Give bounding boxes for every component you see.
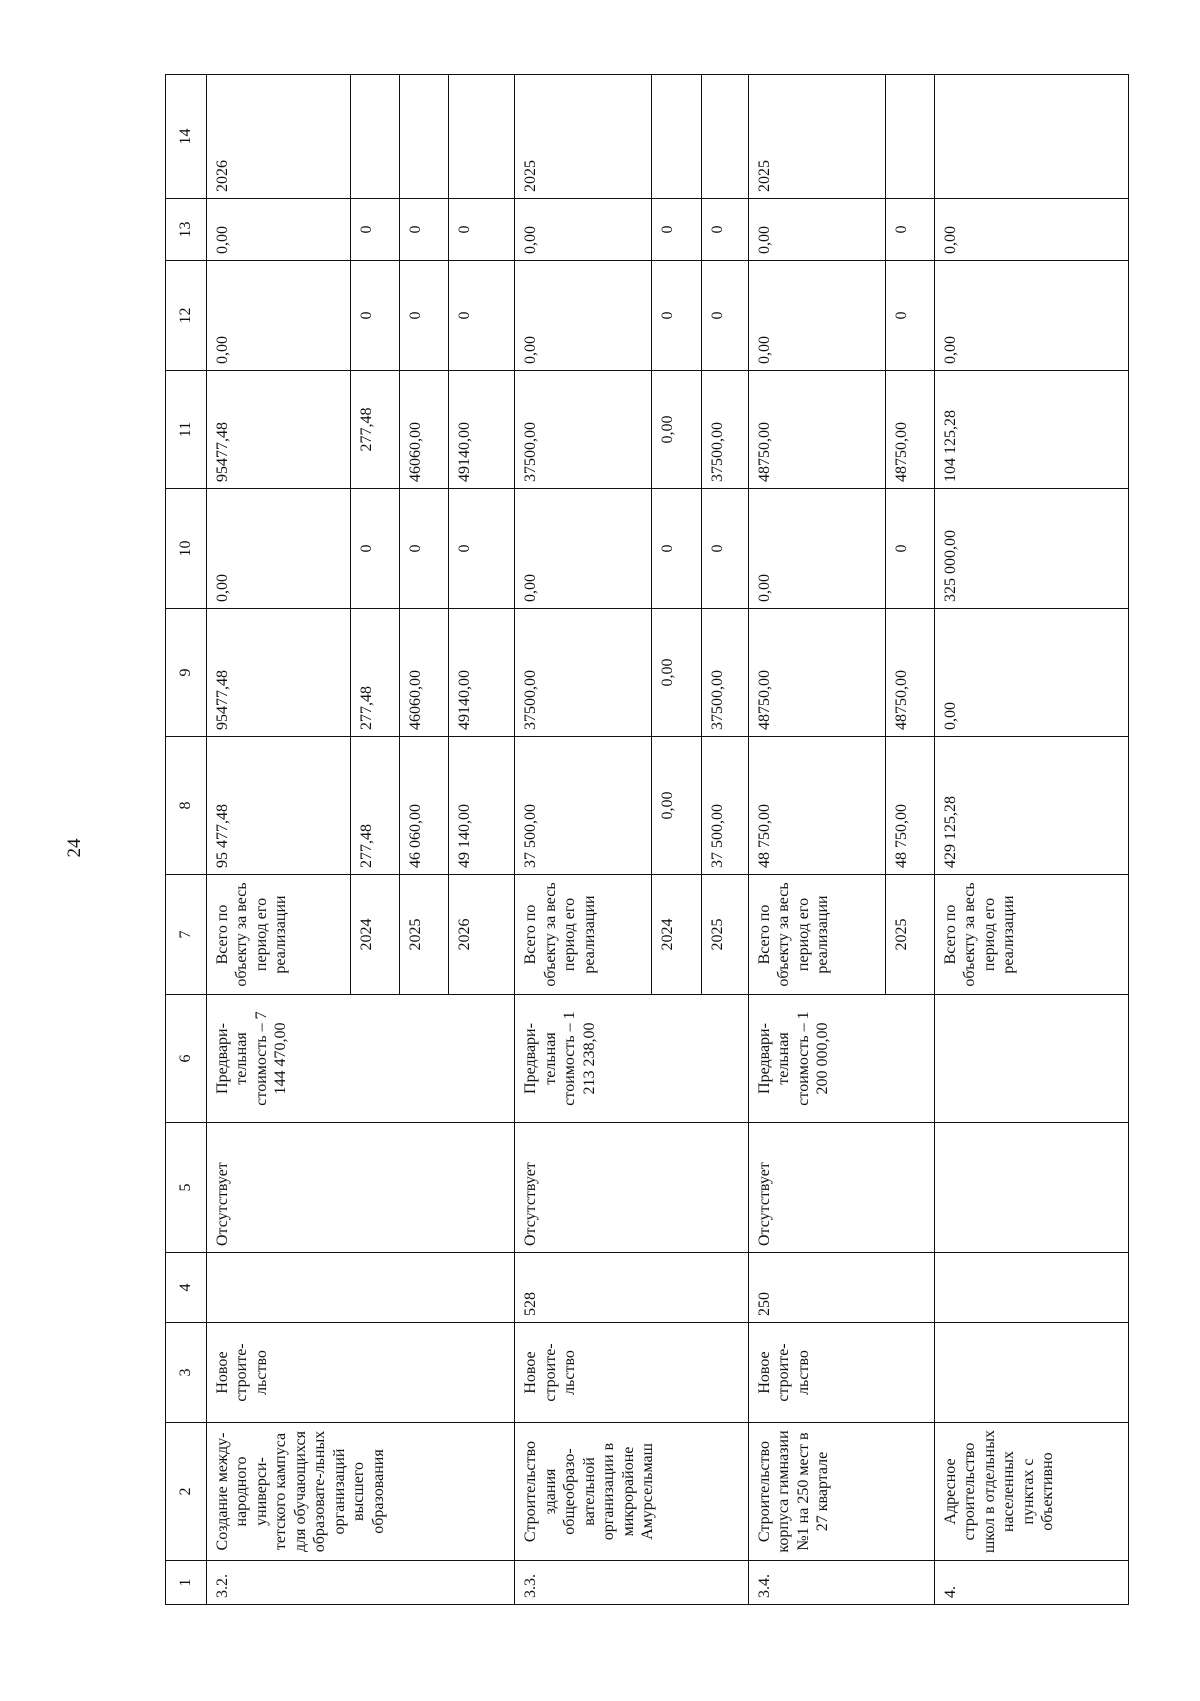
construction-type: Новое строите-льство	[748, 1323, 934, 1423]
cell-8: 46 060,00	[399, 737, 448, 875]
cell-9: 49140,00	[448, 609, 514, 737]
cell-8: 0,00	[651, 737, 701, 875]
object-name: Строительство здания общеобразо-вательной организации в микрорайоне Амурсельмаш	[515, 1423, 749, 1561]
table-row	[748, 75, 885, 1605]
design-documentation: Отсутствует	[748, 1123, 934, 1253]
cell-13: 0	[651, 199, 701, 261]
table-row	[515, 75, 652, 1605]
cell-13: 0	[885, 199, 934, 261]
column-number: 8	[166, 737, 207, 875]
cell-9: 0,00	[651, 609, 701, 737]
cell-12: 0	[701, 261, 748, 371]
cell-8: 277,48	[350, 737, 399, 875]
cell-8: 48 750,00	[748, 737, 885, 875]
column-number: 7	[166, 875, 207, 995]
cell-8: 48 750,00	[885, 737, 934, 875]
column-number: 14	[166, 75, 207, 199]
cell-9: 48750,00	[748, 609, 885, 737]
cell-10: 0,00	[515, 489, 652, 609]
page-number: 24	[64, 838, 85, 858]
cell-12: 0	[885, 261, 934, 371]
cell-11: 48750,00	[748, 371, 885, 489]
cell-9: 48750,00	[885, 609, 934, 737]
cell-9: 277,48	[350, 609, 399, 737]
investment-objects-table	[165, 74, 1129, 1605]
cell-12: 0	[651, 261, 701, 371]
capacity	[206, 1253, 515, 1323]
cell-8: 429 125,28	[934, 737, 1128, 875]
design-documentation	[934, 1123, 1128, 1253]
column-number: 13	[166, 199, 207, 261]
cell-12: 0,00	[748, 261, 885, 371]
cell-13: 0	[399, 199, 448, 261]
cell-12: 0	[350, 261, 399, 371]
estimated-cost	[934, 995, 1128, 1123]
empty-cell	[399, 75, 448, 199]
period: 2025	[701, 875, 748, 995]
cell-12: 0,00	[934, 261, 1128, 371]
cell-8: 95 477,48	[206, 737, 350, 875]
cell-10: 0	[399, 489, 448, 609]
column-number: 11	[166, 371, 207, 489]
cell-13: 0	[350, 199, 399, 261]
cell-11: 277,48	[350, 371, 399, 489]
cell-10: 0,00	[206, 489, 350, 609]
period: Всего по объекту за весь период его реализации	[934, 875, 1128, 995]
object-name: Адресное строительство школ в отдельных населенных пунктах с объективно	[934, 1423, 1128, 1561]
cell-8: 37 500,00	[701, 737, 748, 875]
cell-13: 0,00	[934, 199, 1128, 261]
column-number: 3	[166, 1323, 207, 1423]
cell-12: 0	[448, 261, 514, 371]
period: Всего по объекту за весь период его реализации	[748, 875, 885, 995]
cell-11: 95477,48	[206, 371, 350, 489]
cell-10: 0	[448, 489, 514, 609]
object-name: Создание между-народного универси-тетского кампуса для обучающихся образовате-льных организаций высшего образования	[206, 1423, 515, 1561]
estimated-cost: Предвари-тельная стоимость – 1 213 238,00	[515, 995, 749, 1123]
cell-12: 0,00	[206, 261, 350, 371]
row-number: 3.2.	[206, 1561, 515, 1605]
cell-11: 46060,00	[399, 371, 448, 489]
cell-10: 0	[350, 489, 399, 609]
construction-type: Новое строите-льство	[515, 1323, 749, 1423]
column-number: 12	[166, 261, 207, 371]
cell-11: 37500,00	[515, 371, 652, 489]
cell-11: 37500,00	[701, 371, 748, 489]
completion-year: 2026	[206, 75, 350, 199]
row-number: 3.4.	[748, 1561, 934, 1605]
capacity: 528	[515, 1253, 749, 1323]
design-documentation: Отсутствует	[515, 1123, 749, 1253]
period: Всего по объекту за весь период его реализации	[515, 875, 652, 995]
period: 2025	[399, 875, 448, 995]
cell-13: 0,00	[206, 199, 350, 261]
cell-11: 48750,00	[885, 371, 934, 489]
period: 2024	[651, 875, 701, 995]
estimated-cost: Предвари-тельная стоимость – 7 144 470,00	[206, 995, 515, 1123]
period: Всего по объекту за весь период его реализации	[206, 875, 350, 995]
cell-13: 0	[701, 199, 748, 261]
object-name: Строительство корпуса гимназии №1 на 250 мест в 27 квартале	[748, 1423, 934, 1561]
construction-type: Новое строите-льство	[206, 1323, 515, 1423]
cell-9: 37500,00	[701, 609, 748, 737]
cell-13: 0,00	[748, 199, 885, 261]
column-number: 4	[166, 1253, 207, 1323]
cell-13: 0,00	[515, 199, 652, 261]
column-number: 9	[166, 609, 207, 737]
row-number: 3.3.	[515, 1561, 749, 1605]
estimated-cost: Предвари-тельная стоимость – 1 200 000,00	[748, 995, 934, 1123]
completion-year: 2025	[748, 75, 885, 199]
completion-year	[934, 75, 1128, 199]
capacity	[934, 1253, 1128, 1323]
cell-10: 325 000,00	[934, 489, 1128, 609]
column-number: 2	[166, 1423, 207, 1561]
empty-cell	[350, 75, 399, 199]
cell-12: 0,00	[515, 261, 652, 371]
table-row	[206, 75, 350, 1605]
cell-11: 49140,00	[448, 371, 514, 489]
cell-10: 0	[651, 489, 701, 609]
design-documentation: Отсутствует	[206, 1123, 515, 1253]
column-number: 5	[166, 1123, 207, 1253]
period: 2025	[885, 875, 934, 995]
cell-13: 0	[448, 199, 514, 261]
empty-cell	[701, 75, 748, 199]
construction-type	[934, 1323, 1128, 1423]
capacity: 250	[748, 1253, 934, 1323]
column-number: 1	[166, 1561, 207, 1605]
cell-10: 0	[885, 489, 934, 609]
column-number-row	[166, 75, 207, 1605]
cell-9: 95477,48	[206, 609, 350, 737]
completion-year: 2025	[515, 75, 652, 199]
empty-cell	[885, 75, 934, 199]
cell-9: 0,00	[934, 609, 1128, 737]
cell-9: 46060,00	[399, 609, 448, 737]
column-number: 6	[166, 995, 207, 1123]
empty-cell	[651, 75, 701, 199]
cell-12: 0	[399, 261, 448, 371]
cell-8: 49 140,00	[448, 737, 514, 875]
cell-10: 0,00	[748, 489, 885, 609]
rotated-page-content	[165, 75, 1129, 1605]
cell-9: 37500,00	[515, 609, 652, 737]
cell-10: 0	[701, 489, 748, 609]
period: 2026	[448, 875, 514, 995]
empty-cell	[448, 75, 514, 199]
cell-11: 104 125,28	[934, 371, 1128, 489]
row-number: 4.	[934, 1561, 1128, 1605]
cell-8: 37 500,00	[515, 737, 652, 875]
table-row	[934, 75, 1128, 1605]
column-number: 10	[166, 489, 207, 609]
cell-11: 0,00	[651, 371, 701, 489]
period: 2024	[350, 875, 399, 995]
